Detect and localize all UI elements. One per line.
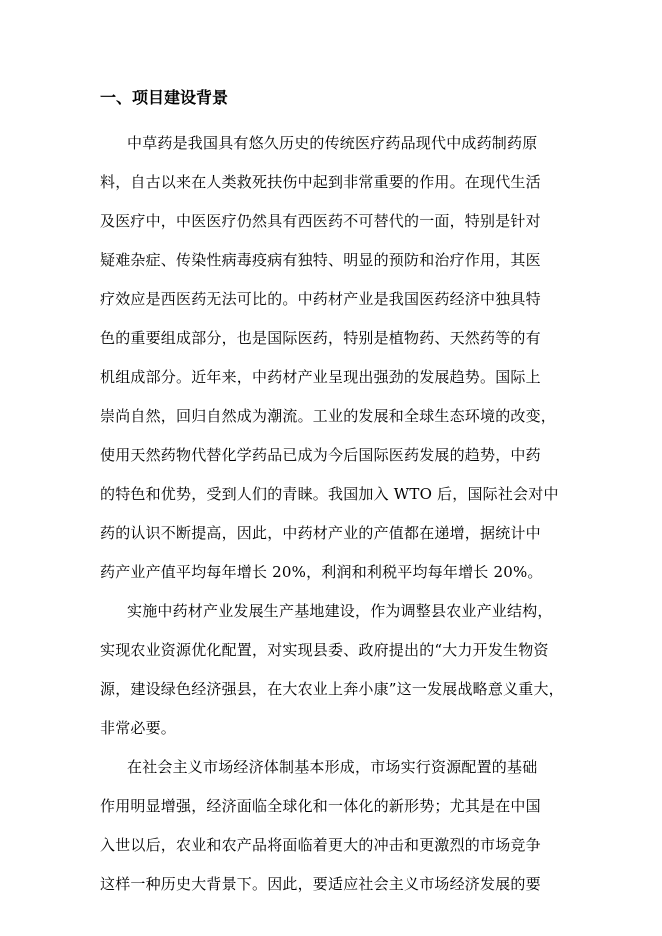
paragraph-line: 中草药是我国具有悠久历史的传统医疗药品现代中成药制药原 bbox=[127, 134, 538, 152]
paragraph-line: 色的重要组成部分，也是国际医药，特别是植物药、天然药等的有 bbox=[100, 329, 541, 347]
paragraph-line: 在社会主义市场经济体制基本形成，市场实行资源配置的基础 bbox=[127, 758, 538, 776]
paragraph-line: 疗效应是西医药无法可比的。中药材产业是我国医药经济中独具特 bbox=[100, 290, 541, 308]
paragraph-line: 料，自古以来在人类救死扶伤中起到非常重要的作用。在现代生活 bbox=[100, 173, 541, 191]
paragraph-line: 源，建设绿色经济强县，在大农业上奔小康”这一发展战略意义重大， bbox=[100, 680, 564, 698]
paragraph-line: 作用明显增强，经济面临全球化和一体化的新形势；尤其是在中国 bbox=[100, 797, 541, 815]
paragraph-line: 使用天然药物代替化学药品已成为今后国际医药发展的趋势，中药 bbox=[100, 446, 541, 464]
paragraph-line: 非常必要。 bbox=[100, 719, 177, 737]
paragraph-line: 实现农业资源优化配置，对实现县委、政府提出的“大力开发生物资 bbox=[100, 641, 549, 659]
paragraph-line: 药的认识不断提高，因此，中药材产业的产值都在递增，据统计中 bbox=[100, 524, 541, 542]
paragraph-line: 机组成部分。近年来，中药材产业呈现出强劲的发展趋势。国际上 bbox=[100, 368, 541, 386]
paragraph-line: 及医疗中，中医医疗仍然具有西医药不可替代的一面，特别是针对 bbox=[100, 212, 541, 230]
paragraph-line: 入世以后，农业和农产品将面临着更大的冲击和更激烈的市场竞争 bbox=[100, 836, 541, 854]
paragraph-line: 药产业产值平均每年增长 20%，利润和利税平均每年增长 20%。 bbox=[100, 563, 543, 581]
section-heading: 一、项目建设背景 bbox=[100, 88, 229, 107]
paragraph-line: 实施中药材产业发展生产基地建设，作为调整县农业产业结构， bbox=[127, 602, 553, 620]
paragraph-line: 这样一种历史大背景下。因此，要适应社会主义市场经济发展的要 bbox=[100, 875, 541, 893]
paragraph-line: 崇尚自然，回归自然成为潮流。工业的发展和全球生态环境的改变， bbox=[100, 407, 557, 425]
paragraph-line: 的特色和优势，受到人们的青睐。我国加入 WTO 后，国际社会对中 bbox=[100, 485, 559, 503]
paragraph-line: 疑难杂症、传染性病毒疫病有独特、明显的预防和治疗作用，其医 bbox=[100, 251, 541, 269]
